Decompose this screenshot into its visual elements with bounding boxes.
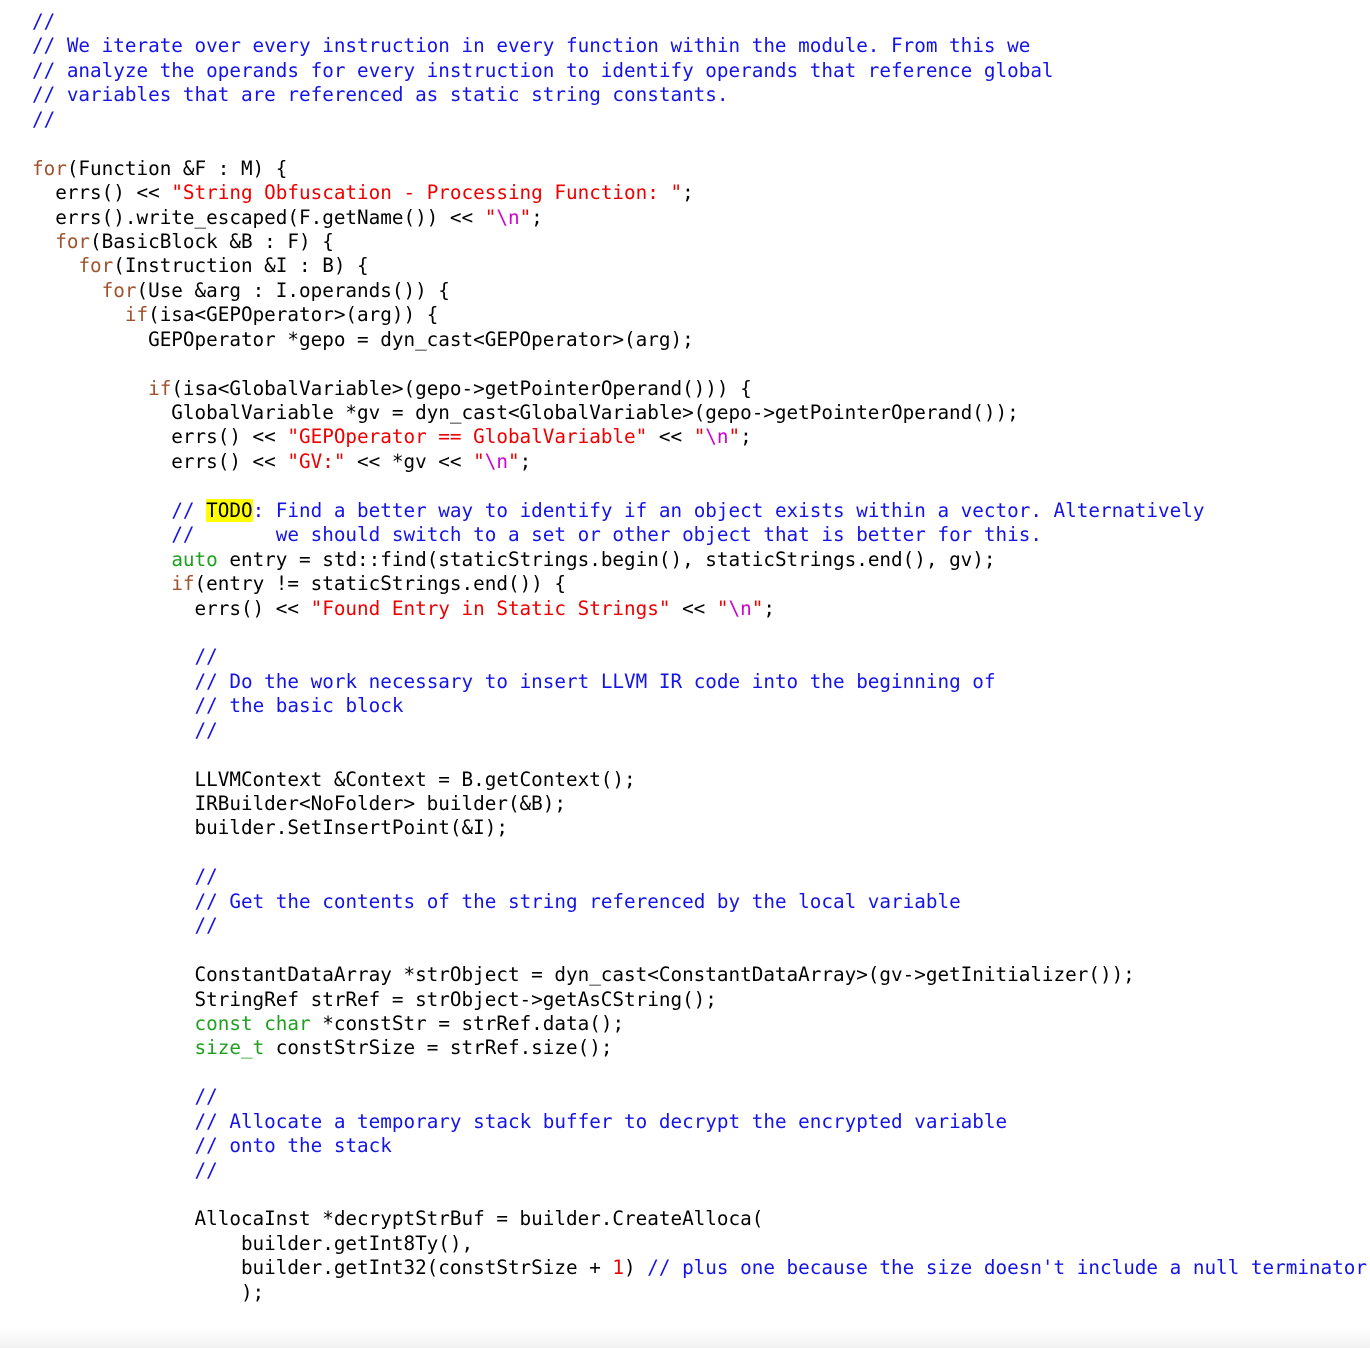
code-line — [32, 890, 1362, 914]
code-text: (Instruction &I : B) { — [113, 254, 369, 278]
code-line — [32, 768, 1362, 792]
code-text: ConstantDataArray *strObject = dyn_cast<ConstantDataArray>(gv->getInitializer()); — [32, 963, 1135, 987]
comment: // Get the contents of the string referenced by the local variable — [194, 889, 961, 913]
comment: // Do the work necessary to insert LLVM IR code into the beginning of — [194, 669, 996, 693]
code-text: (entry != staticStrings.end()) { — [194, 572, 566, 596]
code-line — [32, 10, 1362, 34]
code-line — [32, 914, 1362, 938]
code-text: ; — [531, 205, 543, 229]
code-text — [32, 1134, 195, 1157]
code-text — [32, 1036, 195, 1059]
code-text — [32, 303, 125, 326]
string-literal: " — [728, 425, 741, 449]
code-line — [32, 548, 1362, 572]
code-line — [32, 621, 1362, 645]
code-line — [32, 865, 1362, 889]
comment: // — [171, 498, 207, 522]
string-literal: "Found Entry in Static Strings" — [310, 596, 671, 620]
comment: // plus one because the size doesn't include a null terminator — [647, 1256, 1367, 1280]
code-text: constStrSize = strRef.size(); — [264, 1036, 613, 1060]
code-line — [32, 352, 1362, 376]
code-line — [32, 1159, 1362, 1183]
code-text — [32, 548, 171, 571]
keyword: for — [78, 254, 114, 278]
code-line — [32, 1183, 1362, 1207]
comment: // — [194, 718, 218, 742]
code-text: ; — [740, 425, 752, 449]
code-line — [32, 474, 1362, 498]
string-literal: " — [693, 425, 706, 449]
code-line — [32, 1256, 1367, 1280]
comment: // — [194, 865, 218, 889]
code-text: ; — [519, 449, 532, 473]
todo-marker: TODO — [206, 498, 253, 522]
code-line — [32, 1085, 1362, 1109]
string-literal: "GEPOperator == GlobalVariable" — [287, 425, 648, 449]
comment: // analyze the operands for every instruction to identify operands that reference global — [32, 58, 1054, 82]
code-text: ) — [624, 1256, 648, 1280]
code-text: errs().write_escaped(F.getName()) << — [32, 205, 485, 229]
comment: : Find a better way to identify if an object exists within a vector. Alternatively — [252, 498, 1205, 522]
comment: // the basic block — [194, 694, 404, 718]
code-line — [32, 401, 1362, 425]
code-line — [32, 1110, 1362, 1134]
code-text: entry = std::find(staticStrings.begin(), staticStrings.end(), gv); — [217, 547, 996, 571]
comment: // onto the stack — [194, 1134, 392, 1158]
code-text — [32, 230, 55, 253]
code-editor[interactable] — [32, 10, 1367, 1305]
code-line — [32, 597, 1362, 621]
code-line — [32, 132, 1362, 156]
code-text: LLVMContext &Context = B.getContext(); — [32, 767, 636, 791]
comment: // variables that are referenced as static string constants. — [32, 83, 729, 107]
code-text — [32, 1085, 195, 1108]
string-literal: " — [716, 596, 729, 620]
code-text: (Function &F : M) { — [66, 156, 288, 180]
code-line — [32, 108, 1362, 132]
keyword: for — [101, 278, 137, 302]
code-line — [32, 279, 1362, 303]
code-text — [32, 890, 195, 913]
comment: // — [32, 107, 56, 131]
string-literal: " — [484, 205, 497, 229]
code-text: ); — [32, 1280, 265, 1304]
code-text: ; — [763, 596, 775, 620]
code-line — [32, 1134, 1362, 1158]
code-line — [32, 743, 1362, 767]
code-text — [32, 254, 78, 277]
code-text — [32, 694, 195, 717]
comment: // — [194, 645, 218, 669]
code-line — [32, 719, 1362, 743]
escape-sequence: \n — [496, 205, 520, 229]
code-line — [32, 1232, 1362, 1256]
code-text: builder.getInt8Ty(), — [32, 1231, 474, 1255]
code-text — [32, 523, 171, 546]
type-keyword: char — [264, 1011, 311, 1035]
escape-sequence: \n — [728, 596, 752, 620]
code-line — [32, 499, 1362, 523]
code-line — [32, 1281, 1362, 1305]
escape-sequence: \n — [484, 449, 508, 473]
code-line — [32, 450, 1362, 474]
comment: // We iterate over every instruction in every function within the module. From this we — [32, 34, 1031, 58]
code-text — [32, 670, 195, 693]
code-text — [32, 645, 195, 668]
keyword: for — [55, 229, 91, 253]
escape-sequence: \n — [705, 425, 729, 449]
code-text — [253, 1012, 265, 1035]
code-line — [32, 572, 1362, 596]
number-literal: 1 — [612, 1256, 625, 1280]
code-line — [32, 694, 1362, 718]
code-text: << — [647, 425, 694, 449]
code-line — [32, 523, 1362, 547]
code-text: GlobalVariable *gv = dyn_cast<GlobalVariable>(gepo->getPointerOperand()); — [32, 401, 1019, 424]
comment: // Allocate a temporary stack buffer to decrypt the encrypted variable — [194, 1109, 1008, 1133]
code-line — [32, 59, 1362, 83]
code-line — [32, 157, 1362, 181]
code-text — [32, 572, 171, 595]
code-text: AllocaInst *decryptStrBuf = builder.CreateAlloca( — [32, 1207, 764, 1231]
code-text — [32, 914, 195, 937]
code-line — [32, 963, 1362, 987]
string-literal: " — [519, 205, 532, 229]
code-line — [32, 670, 1362, 694]
type-keyword: const — [194, 1011, 253, 1035]
code-text — [32, 279, 102, 302]
code-line — [32, 254, 1362, 278]
code-text: << *gv << — [345, 449, 474, 473]
code-line — [32, 841, 1362, 865]
comment: // we should switch to a set or other object that is better for this. — [171, 523, 1042, 547]
code-line — [32, 34, 1362, 58]
comment: // — [32, 10, 56, 33]
keyword: if — [124, 303, 149, 327]
code-text — [32, 719, 195, 742]
code-text: errs() << — [32, 181, 172, 205]
comment: // — [194, 1158, 218, 1182]
code-text — [32, 499, 171, 522]
code-text: builder.getInt32(constStrSize + — [32, 1256, 613, 1280]
code-text — [32, 1012, 195, 1035]
code-text: IRBuilder<NoFolder> builder(&B); — [32, 792, 566, 815]
code-text: (BasicBlock &B : F) { — [90, 229, 334, 253]
code-line — [32, 792, 1362, 816]
code-line — [32, 1036, 1362, 1060]
code-line — [32, 988, 1362, 1012]
code-line — [32, 1207, 1362, 1231]
code-line — [32, 425, 1362, 449]
keyword: if — [148, 376, 172, 400]
window-bottom-edge — [0, 1328, 1370, 1348]
code-text: errs() << — [32, 596, 311, 620]
string-literal: " — [473, 449, 485, 473]
code-text — [32, 1110, 195, 1133]
code-line — [32, 939, 1362, 963]
type-keyword: size_t — [194, 1036, 265, 1060]
comment: // — [194, 1085, 218, 1109]
comment: // — [194, 914, 218, 938]
code-line — [32, 303, 1362, 327]
code-line — [32, 83, 1362, 107]
code-line — [32, 816, 1362, 840]
type-keyword: auto — [171, 547, 218, 571]
code-text: GEPOperator *gepo = dyn_cast<GEPOperator>(arg); — [32, 327, 694, 351]
string-literal: "String Obfuscation - Processing Function: " — [171, 181, 683, 205]
string-literal: "GV:" — [287, 449, 346, 473]
code-line — [32, 377, 1362, 401]
string-literal: " — [507, 449, 520, 473]
code-text: (Use &arg : I.operands()) { — [136, 278, 450, 302]
keyword: if — [171, 572, 195, 596]
keyword: for — [32, 156, 67, 180]
code-text: ; — [682, 181, 694, 205]
code-text: StringRef strRef = strObject->getAsCString(); — [32, 987, 717, 1011]
code-line — [32, 328, 1362, 352]
code-text: << — [670, 596, 717, 620]
code-text: (isa<GlobalVariable>(gepo->getPointerOperand())) { — [171, 376, 752, 400]
code-text: *constStr = strRef.data(); — [310, 1011, 625, 1035]
code-text: errs() << — [32, 425, 288, 449]
code-line — [32, 645, 1362, 669]
code-text: (isa<GEPOperator>(arg)) { — [148, 303, 439, 327]
code-text — [32, 865, 195, 888]
code-line — [32, 206, 1362, 230]
code-line — [32, 181, 1362, 205]
code-text: builder.SetInsertPoint(&I); — [32, 816, 508, 840]
code-text — [32, 377, 148, 400]
code-line — [32, 1012, 1362, 1036]
code-text — [32, 1159, 195, 1182]
string-literal: " — [751, 596, 764, 620]
code-line — [32, 1061, 1362, 1085]
code-text: errs() << — [32, 449, 288, 473]
code-line — [32, 230, 1362, 254]
